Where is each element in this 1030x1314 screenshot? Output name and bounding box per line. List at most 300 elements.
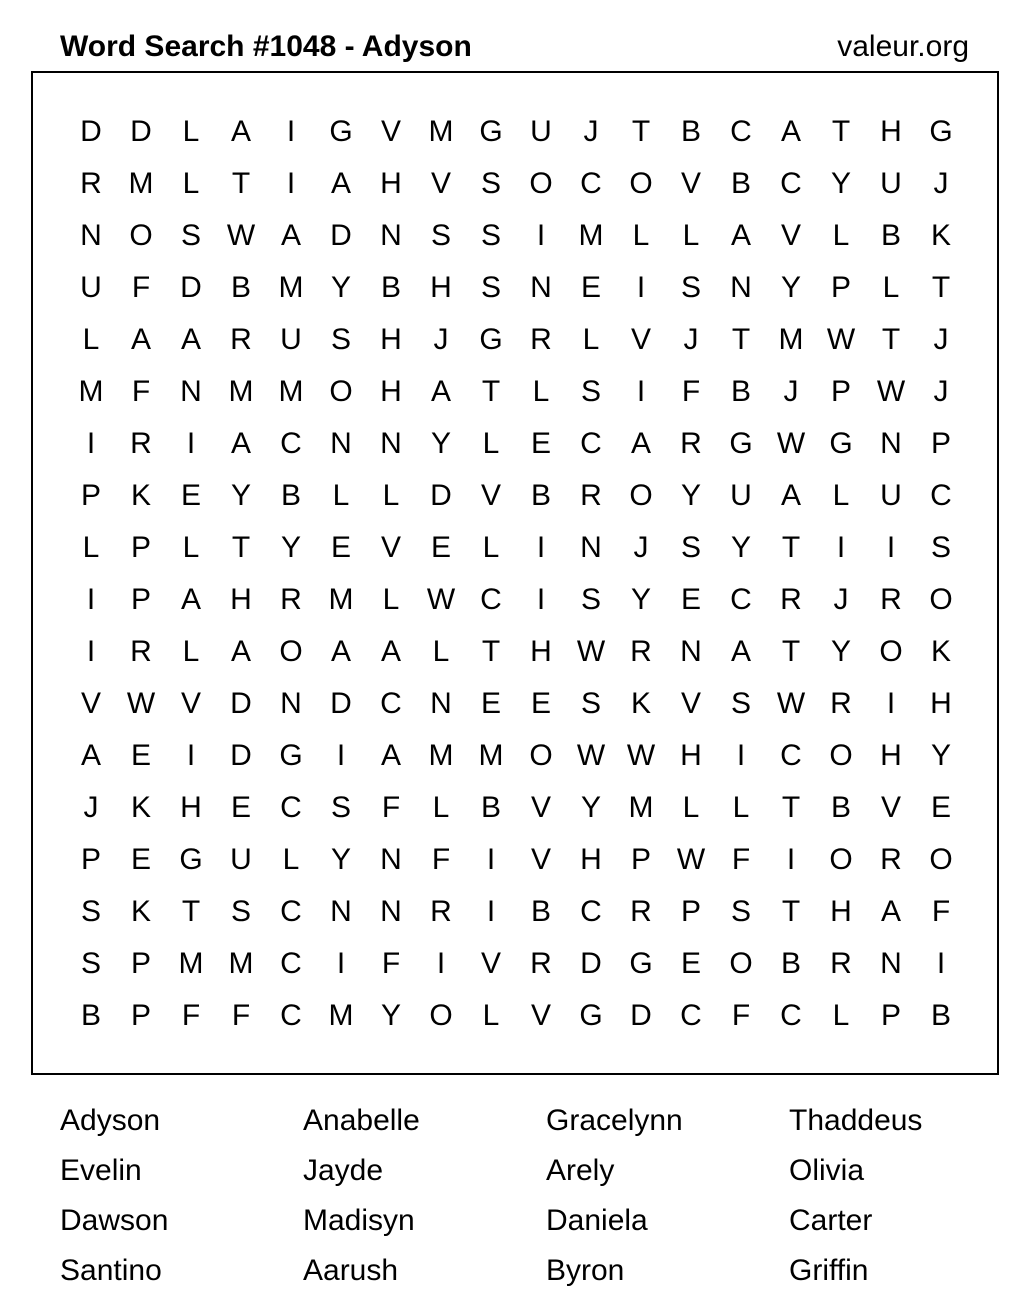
grid-cell[interactable]: S [80,895,101,928]
grid-cell[interactable]: R [580,479,602,512]
grid-cell[interactable]: Y [280,531,301,564]
grid-cell[interactable]: V [630,323,651,356]
grid-cell[interactable]: L [382,583,400,616]
grid-cell[interactable]: E [530,687,551,720]
grid-cell[interactable]: O [829,843,853,876]
grid-cell[interactable]: N [430,687,452,720]
grid-cell[interactable]: A [180,583,201,616]
grid-cell[interactable]: H [680,739,702,772]
grid-cell[interactable]: W [776,427,806,460]
grid-cell[interactable]: O [529,167,553,200]
grid-cell[interactable]: A [730,219,751,252]
grid-cell[interactable]: N [880,947,902,980]
grid-cell[interactable]: M [78,375,104,408]
grid-cell[interactable]: L [882,271,900,304]
grid-cell[interactable]: L [382,479,400,512]
grid-cell[interactable]: D [230,739,252,772]
grid-cell[interactable]: Y [730,531,751,564]
grid-cell[interactable]: M [228,947,254,980]
grid-cell[interactable]: Y [630,583,651,616]
grid-cell[interactable]: Y [380,999,401,1032]
grid-cell[interactable]: B [280,479,301,512]
grid-cell[interactable]: K [130,479,151,512]
grid-cell[interactable]: C [380,687,402,720]
grid-cell[interactable]: R [880,843,902,876]
grid-cell[interactable]: L [182,531,200,564]
grid-cell[interactable]: O [629,479,653,512]
grid-cell[interactable]: W [576,635,606,668]
grid-cell[interactable]: A [380,739,401,772]
grid-cell[interactable]: A [280,219,301,252]
grid-cell[interactable]: E [680,947,701,980]
grid-cell[interactable]: V [480,479,501,512]
grid-cell[interactable]: V [480,947,501,980]
grid-cell[interactable]: C [780,739,802,772]
grid-cell[interactable]: C [780,999,802,1032]
grid-cell[interactable]: G [929,115,953,148]
grid-cell[interactable]: V [880,791,901,824]
grid-cell[interactable]: I [736,739,746,772]
grid-cell[interactable]: L [482,999,500,1032]
grid-cell[interactable]: N [730,271,752,304]
grid-cell[interactable]: F [131,271,151,304]
grid-cell[interactable]: L [482,531,500,564]
grid-cell[interactable]: P [80,479,101,512]
grid-cell[interactable]: U [730,479,752,512]
grid-cell[interactable]: M [128,167,154,200]
grid-cell[interactable]: S [680,531,701,564]
grid-cell[interactable]: A [780,115,801,148]
grid-cell[interactable]: D [580,947,602,980]
grid-cell[interactable]: D [630,999,652,1032]
grid-cell[interactable]: V [430,167,451,200]
grid-cell[interactable]: M [428,739,454,772]
grid-cell[interactable]: J [933,323,949,356]
grid-cell[interactable]: J [583,115,599,148]
grid-cell[interactable]: K [630,687,651,720]
grid-cell[interactable]: O [929,583,953,616]
grid-cell[interactable]: M [778,323,804,356]
grid-cell[interactable]: S [680,271,701,304]
grid-cell[interactable]: Y [330,843,351,876]
grid-cell[interactable]: E [680,583,701,616]
grid-cell[interactable]: B [480,791,501,824]
grid-cell[interactable]: U [80,271,102,304]
grid-cell[interactable]: D [230,687,252,720]
grid-cell[interactable]: S [580,375,601,408]
grid-cell[interactable]: E [580,271,601,304]
grid-cell[interactable]: P [130,583,151,616]
grid-cell[interactable]: F [931,895,951,928]
grid-cell[interactable]: G [829,427,853,460]
grid-cell[interactable]: E [130,843,151,876]
grid-cell[interactable]: G [629,947,653,980]
grid-cell[interactable]: A [630,427,651,460]
grid-cell[interactable]: T [631,115,651,148]
grid-cell[interactable]: L [832,999,850,1032]
grid-cell[interactable]: N [380,895,402,928]
grid-cell[interactable]: O [629,167,653,200]
grid-cell[interactable]: D [330,687,352,720]
grid-cell[interactable]: S [730,687,751,720]
grid-cell[interactable]: Y [780,271,801,304]
grid-cell[interactable]: E [430,531,451,564]
grid-cell[interactable]: W [126,687,156,720]
grid-cell[interactable]: V [680,687,701,720]
grid-cell[interactable]: F [381,947,401,980]
grid-cell[interactable]: L [632,219,650,252]
grid-cell[interactable]: O [279,635,303,668]
grid-cell[interactable]: L [182,635,200,668]
grid-cell[interactable]: I [836,531,846,564]
grid-cell[interactable]: J [83,791,99,824]
grid-cell[interactable]: R [130,427,152,460]
grid-cell[interactable]: W [776,687,806,720]
grid-cell[interactable]: Y [830,167,851,200]
grid-cell[interactable]: C [580,167,602,200]
grid-cell[interactable]: P [680,895,701,928]
grid-cell[interactable]: R [630,635,652,668]
grid-cell[interactable]: H [880,739,902,772]
grid-cell[interactable]: G [729,427,753,460]
grid-cell[interactable]: J [933,375,949,408]
grid-cell[interactable]: A [780,479,801,512]
grid-cell[interactable]: L [82,531,100,564]
grid-cell[interactable]: U [880,479,902,512]
grid-cell[interactable]: M [278,271,304,304]
grid-cell[interactable]: B [880,219,901,252]
grid-cell[interactable]: R [80,167,102,200]
grid-cell[interactable]: I [86,583,96,616]
grid-cell[interactable]: G [479,115,503,148]
grid-cell[interactable]: W [426,583,456,616]
grid-cell[interactable]: E [530,427,551,460]
grid-cell[interactable]: W [676,843,706,876]
grid-cell[interactable]: N [580,531,602,564]
grid-cell[interactable]: R [430,895,452,928]
grid-cell[interactable]: I [286,115,296,148]
grid-cell[interactable]: H [430,271,452,304]
grid-cell[interactable]: O [879,635,903,668]
grid-cell[interactable]: T [931,271,951,304]
grid-cell[interactable]: T [231,531,251,564]
grid-cell[interactable]: C [580,427,602,460]
grid-cell[interactable]: S [480,271,501,304]
grid-cell[interactable]: L [82,323,100,356]
grid-cell[interactable]: U [280,323,302,356]
grid-cell[interactable]: K [130,895,151,928]
grid-cell[interactable]: N [530,271,552,304]
grid-cell[interactable]: J [833,583,849,616]
grid-cell[interactable]: B [780,947,801,980]
grid-cell[interactable]: L [482,427,500,460]
grid-cell[interactable]: C [730,115,752,148]
grid-cell[interactable]: E [230,791,251,824]
grid-cell[interactable]: I [486,843,496,876]
grid-cell[interactable]: W [226,219,256,252]
grid-cell[interactable]: M [228,375,254,408]
grid-cell[interactable]: Y [330,271,351,304]
grid-cell[interactable]: K [130,791,151,824]
grid-cell[interactable]: O [529,739,553,772]
grid-cell[interactable]: I [86,635,96,668]
grid-cell[interactable]: C [680,999,702,1032]
grid-cell[interactable]: N [380,219,402,252]
grid-cell[interactable]: S [330,791,351,824]
grid-cell[interactable]: T [881,323,901,356]
grid-cell[interactable]: E [480,687,501,720]
grid-cell[interactable]: U [880,167,902,200]
grid-cell[interactable]: A [230,115,251,148]
grid-cell[interactable]: P [880,999,901,1032]
grid-cell[interactable]: I [186,427,196,460]
grid-cell[interactable]: U [230,843,252,876]
grid-cell[interactable]: S [180,219,201,252]
grid-cell[interactable]: E [130,739,151,772]
grid-cell[interactable]: B [930,999,951,1032]
grid-cell[interactable]: M [578,219,604,252]
grid-cell[interactable]: F [681,375,701,408]
grid-cell[interactable]: H [230,583,252,616]
grid-cell[interactable]: W [876,375,906,408]
grid-cell[interactable]: S [330,323,351,356]
grid-cell[interactable]: C [930,479,952,512]
grid-cell[interactable]: N [680,635,702,668]
grid-cell[interactable]: H [380,375,402,408]
grid-cell[interactable]: I [186,739,196,772]
grid-cell[interactable]: T [781,635,801,668]
grid-cell[interactable]: R [530,947,552,980]
grid-cell[interactable]: N [280,687,302,720]
grid-cell[interactable]: T [231,167,251,200]
grid-cell[interactable]: I [86,427,96,460]
grid-cell[interactable]: G [329,115,353,148]
grid-cell[interactable]: A [380,635,401,668]
grid-cell[interactable]: N [380,843,402,876]
grid-cell[interactable]: L [732,791,750,824]
grid-cell[interactable]: V [80,687,101,720]
grid-cell[interactable]: S [80,947,101,980]
grid-cell[interactable]: S [580,687,601,720]
grid-cell[interactable]: Y [930,739,951,772]
grid-cell[interactable]: I [486,895,496,928]
grid-cell[interactable]: E [330,531,351,564]
grid-cell[interactable]: V [530,791,551,824]
grid-cell[interactable]: L [682,791,700,824]
grid-cell[interactable]: A [330,167,351,200]
grid-cell[interactable]: C [580,895,602,928]
grid-cell[interactable]: V [680,167,701,200]
grid-cell[interactable]: T [181,895,201,928]
grid-cell[interactable]: I [886,531,896,564]
grid-cell[interactable]: P [80,843,101,876]
grid-cell[interactable]: L [432,635,450,668]
grid-cell[interactable]: F [381,791,401,824]
grid-cell[interactable]: P [830,271,851,304]
grid-cell[interactable]: D [180,271,202,304]
grid-cell[interactable]: V [380,115,401,148]
grid-cell[interactable]: Y [580,791,601,824]
grid-cell[interactable]: L [182,115,200,148]
grid-cell[interactable]: P [130,999,151,1032]
grid-cell[interactable]: D [80,115,102,148]
grid-cell[interactable]: D [430,479,452,512]
grid-cell[interactable]: H [830,895,852,928]
grid-cell[interactable]: P [130,947,151,980]
grid-cell[interactable]: V [380,531,401,564]
grid-cell[interactable]: Y [430,427,451,460]
grid-cell[interactable]: F [431,843,451,876]
grid-cell[interactable]: C [280,791,302,824]
grid-cell[interactable]: H [380,167,402,200]
grid-cell[interactable]: S [480,167,501,200]
grid-cell[interactable]: F [181,999,201,1032]
grid-cell[interactable]: T [731,323,751,356]
grid-cell[interactable]: F [731,843,751,876]
grid-cell[interactable]: R [530,323,552,356]
grid-cell[interactable]: B [680,115,701,148]
grid-cell[interactable]: Y [230,479,251,512]
grid-cell[interactable]: H [180,791,202,824]
grid-cell[interactable]: E [180,479,201,512]
grid-cell[interactable]: I [536,531,546,564]
grid-cell[interactable]: I [636,375,646,408]
grid-cell[interactable]: D [130,115,152,148]
grid-cell[interactable]: T [781,895,801,928]
grid-cell[interactable]: F [231,999,251,1032]
grid-cell[interactable]: T [481,375,501,408]
grid-cell[interactable]: A [80,739,101,772]
grid-cell[interactable]: B [230,271,251,304]
grid-cell[interactable]: W [576,739,606,772]
grid-cell[interactable]: D [330,219,352,252]
grid-cell[interactable]: O [329,375,353,408]
grid-cell[interactable]: W [626,739,656,772]
grid-cell[interactable]: R [830,947,852,980]
grid-cell[interactable]: Y [830,635,851,668]
grid-cell[interactable]: M [178,947,204,980]
grid-cell[interactable]: O [829,739,853,772]
grid-cell[interactable]: V [180,687,201,720]
grid-cell[interactable]: H [580,843,602,876]
grid-cell[interactable]: N [880,427,902,460]
grid-cell[interactable]: Y [680,479,701,512]
grid-cell[interactable]: L [582,323,600,356]
grid-cell[interactable]: B [80,999,101,1032]
grid-cell[interactable]: A [180,323,201,356]
grid-cell[interactable]: U [530,115,552,148]
grid-cell[interactable]: E [930,791,951,824]
grid-cell[interactable]: L [282,843,300,876]
grid-cell[interactable]: I [636,271,646,304]
grid-cell[interactable]: W [826,323,856,356]
grid-cell[interactable]: N [380,427,402,460]
grid-cell[interactable]: B [530,895,551,928]
grid-cell[interactable]: C [280,895,302,928]
grid-cell[interactable]: S [930,531,951,564]
grid-cell[interactable]: A [230,635,251,668]
grid-cell[interactable]: C [280,999,302,1032]
grid-cell[interactable]: A [230,427,251,460]
grid-cell[interactable]: K [930,219,951,252]
grid-cell[interactable]: C [780,167,802,200]
grid-cell[interactable]: B [380,271,401,304]
grid-cell[interactable]: S [480,219,501,252]
grid-cell[interactable]: J [933,167,949,200]
grid-cell[interactable]: T [481,635,501,668]
grid-cell[interactable]: T [831,115,851,148]
grid-cell[interactable]: V [530,999,551,1032]
grid-cell[interactable]: H [930,687,952,720]
grid-cell[interactable]: P [630,843,651,876]
grid-cell[interactable]: V [530,843,551,876]
grid-cell[interactable]: I [936,947,946,980]
grid-cell[interactable]: A [880,895,901,928]
grid-cell[interactable]: H [380,323,402,356]
grid-cell[interactable]: V [780,219,801,252]
grid-cell[interactable]: L [532,375,550,408]
grid-cell[interactable]: O [129,219,153,252]
grid-cell[interactable]: R [680,427,702,460]
grid-cell[interactable]: R [130,635,152,668]
grid-cell[interactable]: R [880,583,902,616]
grid-cell[interactable]: A [130,323,151,356]
grid-cell[interactable]: M [628,791,654,824]
grid-cell[interactable]: R [280,583,302,616]
grid-cell[interactable]: T [781,531,801,564]
grid-cell[interactable]: M [328,999,354,1032]
grid-cell[interactable]: J [633,531,649,564]
grid-cell[interactable]: B [730,167,751,200]
grid-cell[interactable]: L [682,219,700,252]
grid-cell[interactable]: H [530,635,552,668]
grid-cell[interactable]: A [730,635,751,668]
grid-cell[interactable]: S [430,219,451,252]
grid-cell[interactable]: J [683,323,699,356]
grid-cell[interactable]: J [433,323,449,356]
grid-cell[interactable]: C [480,583,502,616]
grid-cell[interactable]: O [729,947,753,980]
grid-cell[interactable]: N [180,375,202,408]
grid-cell[interactable]: M [278,375,304,408]
grid-cell[interactable]: R [230,323,252,356]
grid-cell[interactable]: R [830,687,852,720]
grid-cell[interactable]: H [880,115,902,148]
grid-cell[interactable]: S [730,895,751,928]
grid-cell[interactable]: P [130,531,151,564]
grid-cell[interactable]: P [930,427,951,460]
grid-cell[interactable]: R [630,895,652,928]
grid-cell[interactable]: I [436,947,446,980]
grid-cell[interactable]: S [230,895,251,928]
grid-cell[interactable]: C [280,427,302,460]
grid-cell[interactable]: A [330,635,351,668]
grid-cell[interactable]: I [786,843,796,876]
grid-cell[interactable]: L [832,219,850,252]
grid-cell[interactable]: G [479,323,503,356]
grid-cell[interactable]: I [536,583,546,616]
grid-cell[interactable]: I [336,739,346,772]
grid-cell[interactable]: O [929,843,953,876]
grid-cell[interactable]: N [330,427,352,460]
grid-cell[interactable]: J [783,375,799,408]
grid-cell[interactable]: K [930,635,951,668]
grid-cell[interactable]: I [536,219,546,252]
grid-cell[interactable]: B [530,479,551,512]
grid-cell[interactable]: S [580,583,601,616]
grid-cell[interactable]: P [830,375,851,408]
grid-cell[interactable]: G [279,739,303,772]
